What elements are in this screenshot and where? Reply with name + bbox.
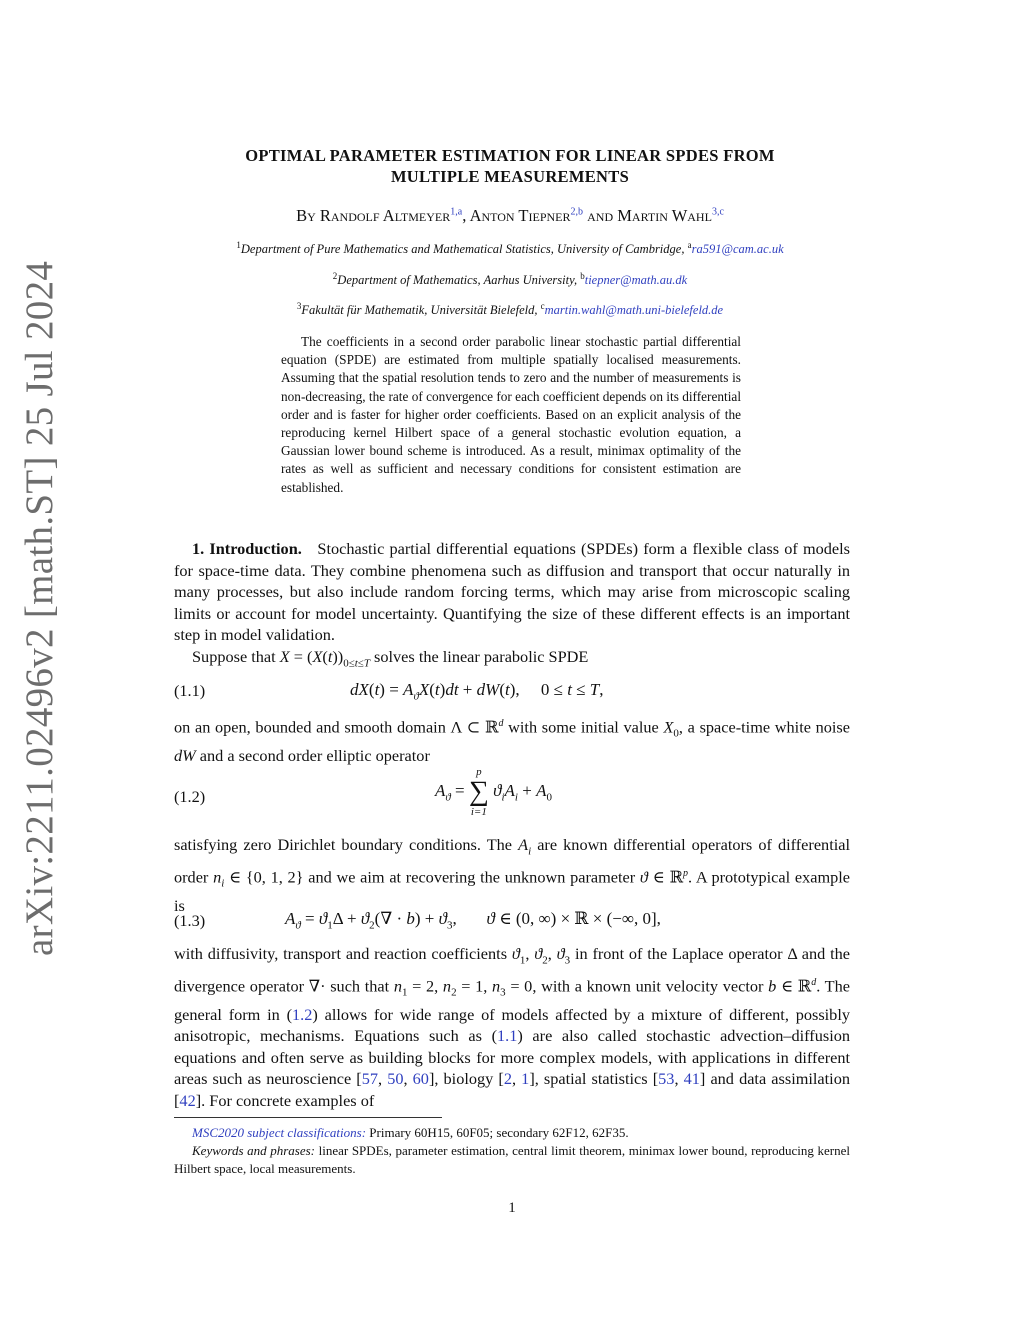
intro-paragraph-4: satisfying zero Dirichlet boundary conditions. The $A_i$ are known differential operators of differential order $n_i$ ∈ {0, 1, 2} and we aim at recovering the unknown parameter ϑ ∈ ℝ$^p$. A prototypical example is (174, 835, 851, 915)
keywords-text: linear SPDEs, parameter estimation, central limit theorem, minimax lower bound, reproducing kernel Hilbert space, local measurements. (174, 1143, 850, 1176)
author-connector: and (587, 206, 614, 225)
footnote-keywords (174, 1142, 850, 1178)
para5-l: ]. For concrete examples of (195, 1090, 375, 1110)
para2-b: solves the linear parabolic SPDE (369, 647, 589, 666)
msc-label[interactable]: MSC2020 subject classifications: (192, 1125, 367, 1140)
citation-57[interactable]: 57 (361, 1069, 378, 1089)
para3-b: with some initial value (503, 717, 664, 737)
para4-b: are known differential operators of differential order (174, 835, 850, 887)
affiliation-1-text: Department of Pure Mathematics and Mathematical Statistics, University of Cambridge, (240, 242, 688, 257)
affiliation-2-mark: b (580, 271, 585, 281)
citation-1[interactable]: 1 (521, 1069, 530, 1089)
citation-2[interactable]: 2 (503, 1069, 512, 1089)
affiliation-3-text: Fakultät für Mathematik, Universität Bielefeld, (301, 303, 541, 318)
arxiv-stamp: arXiv:2211.02496v2 [math.ST] 25 Jul 2024 (18, 260, 61, 956)
intro-paragraph-5: with diffusivity, transport and reaction coefficients $ϑ_1$, $ϑ_2$, $ϑ_3$ in front of the Laplace operator Δ and the divergence operator ∇· such that $n_1 = 2$, $n_2 = 1$, $n_3 = 0$, with a known unit velocity vector b ∈ ℝ$^d$. The general form in (1.2) allows for wide range of models affected by a mixture of different, possibly anisotropic, mechanisms. Equations such as (1.1) are also called stochastic advection–diffusion equations and often serve as building blocks for more complex models, with applications in different areas such as neuroscience [57, 50, 60], biology [2, 1], spatial statistics [53, 41] and data assimilation [42]. For concrete examples of (174, 944, 851, 1110)
author-line: By Randolf Altmeyer$^{1,a}$, Anton Tiepner$^{2,b}$ and Martin Wahl$^{3,c}$ (296, 206, 724, 225)
equation-1-1: $dX(t) = A_ϑX(t)dt + dW(t)$, 0 ≤ t ≤ T, (350, 680, 604, 703)
footnote-rule (174, 1117, 442, 1118)
author-3-sup: 3,c (711, 206, 724, 218)
affiliation-2-num: 2 (332, 271, 338, 281)
author-1: Randolf Altmeyer (319, 206, 451, 225)
para5-e: , with a known unit velocity vector (532, 976, 769, 996)
title-line-2: MULTIPLE MEASUREMENTS (390, 167, 630, 186)
email-link-2[interactable]: tiepner@math.au.dk (584, 273, 688, 288)
affiliation-1-mark: a (687, 240, 692, 250)
para5-b: in front of the Laplace operator (570, 944, 788, 963)
equation-ref-1-2[interactable]: 1.2 (292, 1004, 313, 1024)
para5-h: ) are also called stochastic advection–diffusion equations and often serve as building blocks for more complex models, with applications in different areas such as neuroscience [ (174, 1026, 850, 1089)
author-2-sup: 2,b (570, 206, 583, 218)
paper-title (150, 145, 870, 187)
para4-a: satisfying zero Dirichlet boundary conditions. The (174, 835, 519, 854)
title-line-1: OPTIMAL PARAMETER ESTIMATION FOR LINEAR SPDES FROM (245, 146, 775, 165)
keywords-label: Keywords and phrases: (192, 1143, 316, 1158)
para5-i: ], biology [ (428, 1069, 504, 1089)
email-link-3[interactable]: martin.wahl@math.uni-bielefeld.de (544, 303, 724, 318)
para5-k: ] and data assimilation [ (174, 1069, 850, 1110)
author-2: Anton Tiepner (469, 206, 571, 225)
intro-text-1: Stochastic partial differential equations (SPDEs) form a flexible class of models for space-time data. They combine phenomena such as diffusion and transport that occur naturally in many processes, but also include random forcing terms, which may arise from microscopic scaling limits or account for model uncertainty. Quantifying the size of these different effects is an important step in model validation. (174, 539, 850, 644)
intro-paragraph-2: Suppose that $X = (X(t))_{0\le t\le T}$ solves the linear parabolic SPDE (192, 647, 589, 670)
equation-ref-1-1[interactable]: 1.1 (497, 1026, 518, 1046)
para5-f: . The general form in ( (174, 976, 850, 1024)
author-3: Martin Wahl (617, 206, 712, 225)
citation-41[interactable]: 41 (683, 1069, 700, 1089)
para5-j: ], spatial statistics [ (529, 1069, 659, 1089)
para3-a: on an open, bounded and smooth domain (174, 717, 451, 737)
citation-60[interactable]: 60 (412, 1069, 429, 1089)
intro-paragraph-3: on an open, bounded and smooth domain Λ ⊂ ℝ$^d$ with some initial value $X_0$, a space-time white noise dW and a second order elliptic operator (174, 717, 850, 766)
abstract: The coefficients in a second order parabolic linear stochastic partial differential equation (SPDE) are estimated from multiple spatially localised measurements. Assuming that the spatial resolution tends to zero and the number of measurements is non-decreasing, the rate of convergence for each coefficient depends on its differential order and is faster for higher order coefficients. Based on an explicit analysis of the reproducing kernel Hilbert space of a general stochastic evolution equation, a Gaussian lower bound scheme is introduced. As a result, minimax optimality of the rates as well as sufficient and necessary conditions for consistent estimation are established. (281, 334, 742, 495)
equation-1-3: $A_ϑ = ϑ_1\Delta + ϑ_2(\nabla \cdot b) + ϑ_3$, ϑ ∈ (0, ∞) × ℝ × (−∞, 0], (285, 909, 661, 932)
equation-number-1-2: (1.2) (174, 787, 206, 806)
para5-d: such that (325, 976, 394, 996)
footnote-msc (174, 1124, 850, 1142)
author-prefix: By (296, 206, 316, 225)
msc-text: Primary 60H15, 60F05; secondary 62F12, 62F35. (366, 1125, 629, 1140)
email-link-1[interactable]: ra591@cam.ac.uk (691, 242, 784, 257)
para5-g: ) allows for wide range of models affected by a mixture of different, possibly anisotropic, mechanisms. Equations such as ( (174, 1004, 850, 1046)
equation-number-1-1: (1.1) (174, 681, 206, 700)
para5-c: and the divergence operator (174, 944, 851, 996)
para5-a: with diffusivity, transport and reaction coefficients (174, 944, 512, 963)
affiliation-3 (150, 301, 870, 318)
section-heading: 1. Introduction. (192, 539, 302, 558)
intro-paragraph-1 (174, 538, 850, 646)
citation-42[interactable]: 42 (179, 1090, 196, 1110)
para3-d: and a second order elliptic operator (195, 746, 430, 766)
affiliation-2 (150, 271, 870, 288)
para2-a: Suppose that (192, 647, 280, 666)
affiliation-2-text: Department of Mathematics, Aarhus University, (337, 273, 581, 288)
para4-d: . A prototypical example is (174, 867, 851, 915)
affiliation-1 (150, 240, 870, 257)
author-1-sup: 1,a (450, 206, 463, 218)
affiliation-1-num: 1 (236, 240, 241, 250)
affiliation-3-num: 3 (296, 301, 302, 311)
citation-50[interactable]: 50 (387, 1069, 404, 1089)
para4-c: and we aim at recovering the unknown parameter (303, 867, 640, 887)
equation-number-1-3: (1.3) (174, 911, 206, 930)
para3-c: , a space-time white noise (678, 717, 850, 737)
affiliation-3-mark: c (540, 301, 545, 311)
citation-53[interactable]: 53 (658, 1069, 675, 1089)
page-number: 1 (508, 1200, 516, 1216)
equation-1-2: $A_ϑ$ = p ∑ i=1 $ϑ_iA_i + A_0$ (435, 766, 552, 818)
